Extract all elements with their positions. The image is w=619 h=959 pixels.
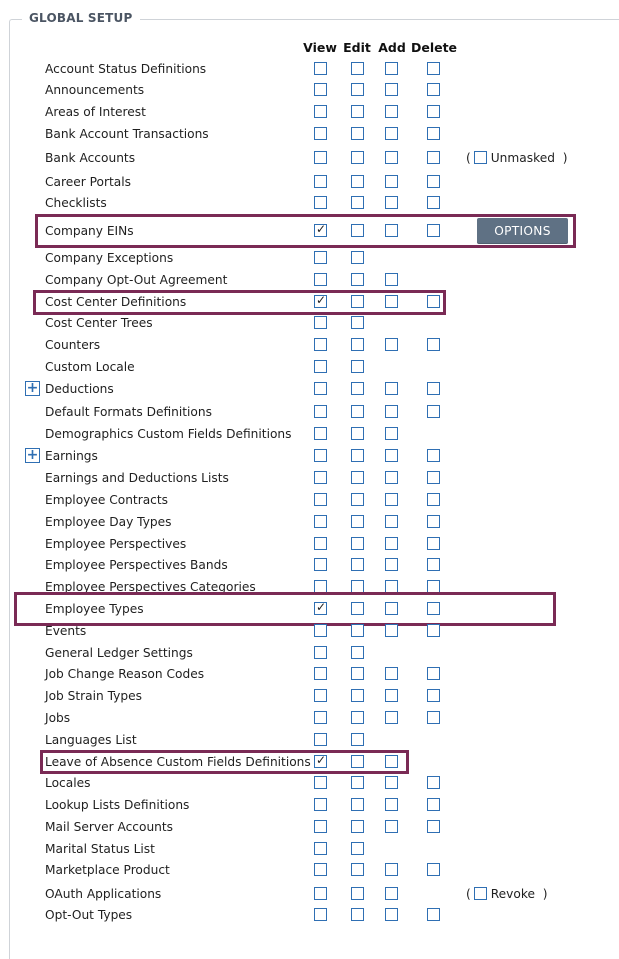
opt-out-types-edit-checkbox[interactable] xyxy=(351,908,364,921)
areas-of-interest-view-checkbox[interactable] xyxy=(314,105,327,118)
account-status-definitions-edit-checkbox[interactable] xyxy=(351,62,364,75)
permission-row-employee-perspectives-bands xyxy=(0,555,619,575)
oauth-applications-add-checkbox[interactable] xyxy=(385,887,398,900)
career-portals-edit-checkbox[interactable] xyxy=(351,175,364,188)
unmasked-label: Unmasked ) xyxy=(490,151,568,165)
employee-perspectives-bands-view-checkbox[interactable] xyxy=(314,558,327,571)
permission-label: Employee Perspectives Bands xyxy=(45,558,228,572)
earnings-and-deductions-lists-add-checkbox[interactable] xyxy=(385,471,398,484)
company-opt-out-agreement-edit-checkbox[interactable] xyxy=(351,273,364,286)
demographics-custom-fields-definitions-add-checkbox[interactable] xyxy=(385,427,398,440)
company-eins-add-checkbox[interactable] xyxy=(385,224,398,237)
permission-row-employee-perspectives-categories xyxy=(0,577,619,597)
cost-center-trees-edit-checkbox[interactable] xyxy=(351,316,364,329)
career-portals-view-checkbox[interactable] xyxy=(314,175,327,188)
earnings-add-checkbox[interactable] xyxy=(385,449,398,462)
bank-account-transactions-view-checkbox[interactable] xyxy=(314,127,327,140)
jobs-edit-checkbox[interactable] xyxy=(351,711,364,724)
permission-label: Employee Perspectives Categories xyxy=(45,580,256,594)
company-eins-view-checkbox[interactable] xyxy=(314,224,327,237)
job-strain-types-delete-checkbox[interactable] xyxy=(427,689,440,702)
permission-row-mail-server-accounts xyxy=(0,817,619,837)
mail-server-accounts-add-checkbox[interactable] xyxy=(385,820,398,833)
employee-day-types-view-checkbox[interactable] xyxy=(314,515,327,528)
opt-out-types-add-checkbox[interactable] xyxy=(385,908,398,921)
mail-server-accounts-view-checkbox[interactable] xyxy=(314,820,327,833)
earnings-and-deductions-lists-delete-checkbox[interactable] xyxy=(427,471,440,484)
unmasked-checkbox[interactable] xyxy=(474,151,487,164)
employee-day-types-delete-checkbox[interactable] xyxy=(427,515,440,528)
bank-account-transactions-edit-checkbox[interactable] xyxy=(351,127,364,140)
permission-label: Jobs xyxy=(45,711,71,725)
lookup-lists-definitions-delete-checkbox[interactable] xyxy=(427,798,440,811)
lookup-lists-definitions-edit-checkbox[interactable] xyxy=(351,798,364,811)
career-portals-add-checkbox[interactable] xyxy=(385,175,398,188)
permission-row-cost-center-trees xyxy=(0,313,619,333)
permission-row-employee-perspectives xyxy=(0,534,619,554)
permission-label: Default Formats Definitions xyxy=(45,405,212,419)
demographics-custom-fields-definitions-edit-checkbox[interactable] xyxy=(351,427,364,440)
job-change-reason-codes-add-checkbox[interactable] xyxy=(385,667,398,680)
leave-of-absence-custom-fields-definitions-add-checkbox[interactable] xyxy=(385,755,398,768)
employee-perspectives-categories-view-checkbox[interactable] xyxy=(314,580,327,593)
career-portals-delete-checkbox[interactable] xyxy=(427,175,440,188)
checklists-view-checkbox[interactable] xyxy=(314,196,327,209)
permission-row-areas-of-interest xyxy=(0,102,619,122)
permission-row-default-formats-definitions xyxy=(0,402,619,422)
areas-of-interest-add-checkbox[interactable] xyxy=(385,105,398,118)
company-eins-delete-checkbox[interactable] xyxy=(427,224,440,237)
deductions-view-checkbox[interactable] xyxy=(314,382,327,395)
employee-contracts-edit-checkbox[interactable] xyxy=(351,493,364,506)
job-strain-types-add-checkbox[interactable] xyxy=(385,689,398,702)
employee-perspectives-categories-edit-checkbox[interactable] xyxy=(351,580,364,593)
permission-row-languages-list xyxy=(0,730,619,750)
leave-of-absence-custom-fields-definitions-view-checkbox[interactable] xyxy=(314,755,327,768)
permission-label: Counters xyxy=(45,338,101,352)
permission-label: Languages List xyxy=(45,733,137,747)
opt-out-types-delete-checkbox[interactable] xyxy=(427,908,440,921)
areas-of-interest-delete-checkbox[interactable] xyxy=(427,105,440,118)
account-status-definitions-view-checkbox[interactable] xyxy=(314,62,327,75)
earnings-and-deductions-lists-view-checkbox[interactable] xyxy=(314,471,327,484)
employee-perspectives-delete-checkbox[interactable] xyxy=(427,537,440,550)
permission-label: Employee Contracts xyxy=(45,493,169,507)
permission-label: General Ledger Settings xyxy=(45,646,193,660)
permission-label: Locales xyxy=(45,776,91,790)
permission-row-employee-contracts xyxy=(0,490,619,510)
check-mark-icon: ✓ xyxy=(316,600,327,614)
announcements-delete-checkbox[interactable] xyxy=(427,83,440,96)
employee-day-types-add-checkbox[interactable] xyxy=(385,515,398,528)
permission-label: Company EINs xyxy=(45,224,134,238)
checklists-delete-checkbox[interactable] xyxy=(427,196,440,209)
options-button[interactable]: OPTIONS xyxy=(477,218,568,244)
mail-server-accounts-edit-checkbox[interactable] xyxy=(351,820,364,833)
permission-row-job-strain-types xyxy=(0,686,619,706)
deductions-add-checkbox[interactable] xyxy=(385,382,398,395)
company-opt-out-agreement-add-checkbox[interactable] xyxy=(385,273,398,286)
employee-day-types-edit-checkbox[interactable] xyxy=(351,515,364,528)
oauth-applications-view-checkbox[interactable] xyxy=(314,887,327,900)
permission-row-demographics-custom-fields-definitions xyxy=(0,424,619,444)
section-title: GLOBAL SETUP xyxy=(22,11,140,25)
employee-types-edit-checkbox[interactable] xyxy=(351,602,364,615)
permission-row-lookup-lists-definitions xyxy=(0,795,619,815)
permission-label: OAuth Applications xyxy=(45,887,162,901)
checklists-edit-checkbox[interactable] xyxy=(351,196,364,209)
custom-locale-view-checkbox[interactable] xyxy=(314,360,327,373)
mail-server-accounts-delete-checkbox[interactable] xyxy=(427,820,440,833)
job-strain-types-view-checkbox[interactable] xyxy=(314,689,327,702)
cost-center-definitions-add-checkbox[interactable] xyxy=(385,295,398,308)
events-delete-checkbox[interactable] xyxy=(427,624,440,637)
permission-row-account-status-definitions xyxy=(0,59,619,79)
permission-label: Events xyxy=(45,624,87,638)
languages-list-edit-checkbox[interactable] xyxy=(351,733,364,746)
permission-row-employee-day-types xyxy=(0,512,619,532)
permission-row-company-opt-out-agreement xyxy=(0,270,619,290)
permission-row-leave-of-absence-custom-fields-definitions xyxy=(0,752,619,772)
bank-accounts-add-checkbox[interactable] xyxy=(385,151,398,164)
cost-center-definitions-edit-checkbox[interactable] xyxy=(351,295,364,308)
job-change-reason-codes-edit-checkbox[interactable] xyxy=(351,667,364,680)
open-paren: ( xyxy=(466,887,471,901)
oauth-applications-edit-checkbox[interactable] xyxy=(351,887,364,900)
marketplace-product-delete-checkbox[interactable] xyxy=(427,863,440,876)
default-formats-definitions-edit-checkbox[interactable] xyxy=(351,405,364,418)
default-formats-definitions-delete-checkbox[interactable] xyxy=(427,405,440,418)
permission-row-earnings-and-deductions-lists xyxy=(0,468,619,488)
permission-label: Earnings and Deductions Lists xyxy=(45,471,229,485)
column-header-add: Add xyxy=(378,40,406,55)
employee-perspectives-edit-checkbox[interactable] xyxy=(351,537,364,550)
permission-row-bank-accounts xyxy=(0,148,619,168)
permission-row-jobs xyxy=(0,708,619,728)
default-formats-definitions-view-checkbox[interactable] xyxy=(314,405,327,418)
marital-status-list-edit-checkbox[interactable] xyxy=(351,842,364,855)
employee-perspectives-add-checkbox[interactable] xyxy=(385,537,398,550)
permission-label: Company Opt-Out Agreement xyxy=(45,273,228,287)
employee-contracts-delete-checkbox[interactable] xyxy=(427,493,440,506)
permission-row-marital-status-list xyxy=(0,839,619,859)
announcements-add-checkbox[interactable] xyxy=(385,83,398,96)
permission-label: Mail Server Accounts xyxy=(45,820,174,834)
permission-label: Company Exceptions xyxy=(45,251,174,265)
permission-row-bank-account-transactions xyxy=(0,124,619,144)
column-header-delete: Delete xyxy=(410,40,458,55)
permission-label: Demographics Custom Fields Definitions xyxy=(45,427,292,441)
counters-view-checkbox[interactable] xyxy=(314,338,327,351)
permission-row-cost-center-definitions xyxy=(0,292,619,312)
permission-row-company-eins xyxy=(0,221,619,241)
expand-earnings-button[interactable]: + xyxy=(26,447,39,463)
earnings-and-deductions-lists-edit-checkbox[interactable] xyxy=(351,471,364,484)
permission-row-opt-out-types xyxy=(0,905,619,925)
check-mark-icon: ✓ xyxy=(316,753,327,767)
permission-label: Marital Status List xyxy=(45,842,155,856)
events-edit-checkbox[interactable] xyxy=(351,624,364,637)
permission-label: Job Change Reason Codes xyxy=(45,667,205,681)
account-status-definitions-delete-checkbox[interactable] xyxy=(427,62,440,75)
lookup-lists-definitions-view-checkbox[interactable] xyxy=(314,798,327,811)
permission-label: Earnings xyxy=(45,449,98,463)
employee-perspectives-categories-add-checkbox[interactable] xyxy=(385,580,398,593)
employee-types-add-checkbox[interactable] xyxy=(385,602,398,615)
events-view-checkbox[interactable] xyxy=(314,624,327,637)
employee-perspectives-view-checkbox[interactable] xyxy=(314,537,327,550)
permission-row-locales xyxy=(0,773,619,793)
permission-label: Deductions xyxy=(45,382,114,396)
permission-label: Lookup Lists Definitions xyxy=(45,798,190,812)
open-paren: ( xyxy=(466,151,471,165)
bank-accounts-extra-option xyxy=(466,151,567,165)
company-exceptions-view-checkbox[interactable] xyxy=(314,251,327,264)
opt-out-types-view-checkbox[interactable] xyxy=(314,908,327,921)
locales-add-checkbox[interactable] xyxy=(385,776,398,789)
marketplace-product-edit-checkbox[interactable] xyxy=(351,863,364,876)
permission-row-company-exceptions xyxy=(0,248,619,268)
company-exceptions-edit-checkbox[interactable] xyxy=(351,251,364,264)
bank-account-transactions-add-checkbox[interactable] xyxy=(385,127,398,140)
permission-row-custom-locale xyxy=(0,357,619,377)
marketplace-product-view-checkbox[interactable] xyxy=(314,863,327,876)
oauth-applications-extra-option xyxy=(466,887,547,901)
permission-label: Account Status Definitions xyxy=(45,62,207,76)
job-change-reason-codes-view-checkbox[interactable] xyxy=(314,667,327,680)
marketplace-product-add-checkbox[interactable] xyxy=(385,863,398,876)
announcements-view-checkbox[interactable] xyxy=(314,83,327,96)
permission-row-general-ledger-settings xyxy=(0,643,619,663)
permission-row-checklists xyxy=(0,193,619,213)
permission-label: Job Strain Types xyxy=(45,689,142,703)
marital-status-list-view-checkbox[interactable] xyxy=(314,842,327,855)
column-header-view: View xyxy=(303,40,337,55)
employee-types-view-checkbox[interactable] xyxy=(314,602,327,615)
permission-label: Leave of Absence Custom Fields Definitions xyxy=(45,755,311,769)
general-ledger-settings-view-checkbox[interactable] xyxy=(314,646,327,659)
events-add-checkbox[interactable] xyxy=(385,624,398,637)
permission-row-career-portals xyxy=(0,172,619,192)
default-formats-definitions-add-checkbox[interactable] xyxy=(385,405,398,418)
permission-row-counters xyxy=(0,335,619,355)
bank-accounts-edit-checkbox[interactable] xyxy=(351,151,364,164)
languages-list-view-checkbox[interactable] xyxy=(314,733,327,746)
job-strain-types-edit-checkbox[interactable] xyxy=(351,689,364,702)
expand-deductions-button[interactable]: + xyxy=(26,380,39,396)
cost-center-definitions-delete-checkbox[interactable] xyxy=(427,295,440,308)
check-mark-icon: ✓ xyxy=(316,293,327,307)
counters-add-checkbox[interactable] xyxy=(385,338,398,351)
permission-label: Custom Locale xyxy=(45,360,135,374)
permission-label: Checklists xyxy=(45,196,107,210)
column-header-edit: Edit xyxy=(343,40,371,55)
permission-row-deductions xyxy=(0,379,619,399)
permission-label: Bank Account Transactions xyxy=(45,127,209,141)
permission-label: Employee Perspectives xyxy=(45,537,187,551)
demographics-custom-fields-definitions-view-checkbox[interactable] xyxy=(314,427,327,440)
permission-label: Career Portals xyxy=(45,175,131,189)
permission-row-announcements xyxy=(0,80,619,100)
permission-row-marketplace-product xyxy=(0,860,619,880)
permission-label: Marketplace Product xyxy=(45,863,170,877)
permission-label: Announcements xyxy=(45,83,145,97)
account-status-definitions-add-checkbox[interactable] xyxy=(385,62,398,75)
locales-delete-checkbox[interactable] xyxy=(427,776,440,789)
job-change-reason-codes-delete-checkbox[interactable] xyxy=(427,667,440,680)
general-ledger-settings-edit-checkbox[interactable] xyxy=(351,646,364,659)
employee-perspectives-bands-delete-checkbox[interactable] xyxy=(427,558,440,571)
counters-delete-checkbox[interactable] xyxy=(427,338,440,351)
employee-perspectives-categories-delete-checkbox[interactable] xyxy=(427,580,440,593)
locales-view-checkbox[interactable] xyxy=(314,776,327,789)
employee-perspectives-bands-edit-checkbox[interactable] xyxy=(351,558,364,571)
earnings-delete-checkbox[interactable] xyxy=(427,449,440,462)
jobs-view-checkbox[interactable] xyxy=(314,711,327,724)
earnings-edit-checkbox[interactable] xyxy=(351,449,364,462)
permission-label: Areas of Interest xyxy=(45,105,146,119)
bank-accounts-view-checkbox[interactable] xyxy=(314,151,327,164)
permission-label: Bank Accounts xyxy=(45,151,136,165)
permission-row-oauth-applications xyxy=(0,884,619,904)
permission-row-job-change-reason-codes xyxy=(0,664,619,684)
permission-label: Employee Types xyxy=(45,602,144,616)
permission-row-events xyxy=(0,621,619,641)
deductions-edit-checkbox[interactable] xyxy=(351,382,364,395)
check-mark-icon: ✓ xyxy=(316,222,327,236)
earnings-view-checkbox[interactable] xyxy=(314,449,327,462)
permission-label: Employee Day Types xyxy=(45,515,172,529)
employee-types-delete-checkbox[interactable] xyxy=(427,602,440,615)
jobs-delete-checkbox[interactable] xyxy=(427,711,440,724)
lookup-lists-definitions-add-checkbox[interactable] xyxy=(385,798,398,811)
employee-contracts-add-checkbox[interactable] xyxy=(385,493,398,506)
counters-edit-checkbox[interactable] xyxy=(351,338,364,351)
areas-of-interest-edit-checkbox[interactable] xyxy=(351,105,364,118)
locales-edit-checkbox[interactable] xyxy=(351,776,364,789)
checklists-add-checkbox[interactable] xyxy=(385,196,398,209)
company-eins-edit-checkbox[interactable] xyxy=(351,224,364,237)
permission-row-employee-types xyxy=(0,599,619,619)
permission-row-earnings xyxy=(0,446,619,466)
custom-locale-edit-checkbox[interactable] xyxy=(351,360,364,373)
permission-label: Cost Center Definitions xyxy=(45,295,187,309)
company-opt-out-agreement-view-checkbox[interactable] xyxy=(314,273,327,286)
permission-label: Cost Center Trees xyxy=(45,316,153,330)
jobs-add-checkbox[interactable] xyxy=(385,711,398,724)
employee-contracts-view-checkbox[interactable] xyxy=(314,493,327,506)
employee-perspectives-bands-add-checkbox[interactable] xyxy=(385,558,398,571)
permission-label: Opt-Out Types xyxy=(45,908,133,922)
bank-account-transactions-delete-checkbox[interactable] xyxy=(427,127,440,140)
cost-center-trees-view-checkbox[interactable] xyxy=(314,316,327,329)
revoke-checkbox[interactable] xyxy=(474,887,487,900)
announcements-edit-checkbox[interactable] xyxy=(351,83,364,96)
leave-of-absence-custom-fields-definitions-edit-checkbox[interactable] xyxy=(351,755,364,768)
bank-accounts-delete-checkbox[interactable] xyxy=(427,151,440,164)
revoke-label: Revoke ) xyxy=(490,887,548,901)
cost-center-definitions-view-checkbox[interactable] xyxy=(314,295,327,308)
deductions-delete-checkbox[interactable] xyxy=(427,382,440,395)
